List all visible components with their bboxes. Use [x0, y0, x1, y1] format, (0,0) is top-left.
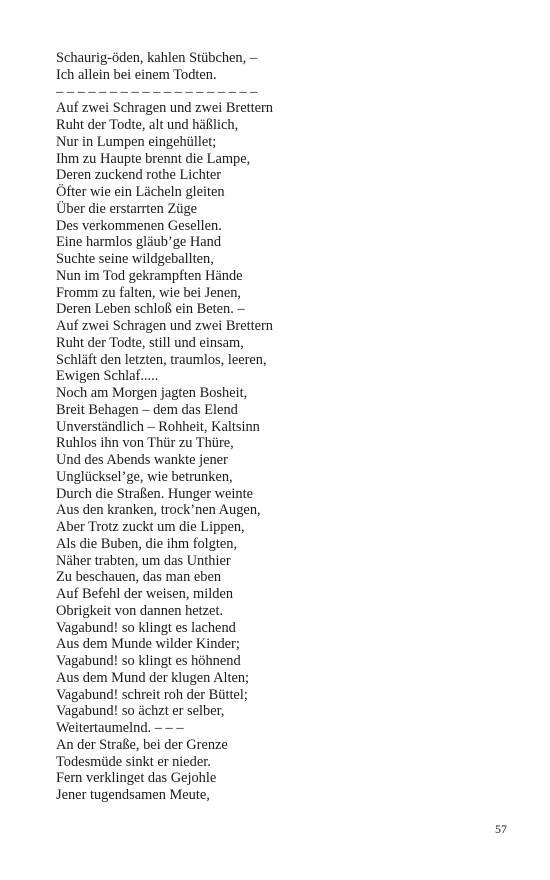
poem-line: Durch die Straßen. Hunger weinte: [56, 485, 254, 502]
poem-line: Breit Behagen – dem das Elend: [56, 401, 238, 418]
poem-line: Als die Buben, die ihm folgten,: [56, 535, 238, 552]
poem-line: Auf zwei Schragen und zwei Brettern: [56, 100, 273, 117]
poem-line: Vagabund! so klingt es lachend: [56, 619, 236, 636]
poem-line: Ewigen Schlaf.....: [56, 368, 159, 385]
poem-line: Vagabund! so klingt es höhnend: [56, 653, 241, 669]
poem-line: Fern verklinget das Gejohle: [56, 770, 217, 787]
poem-line: Ruht der Todte, still und einsam,: [56, 334, 244, 351]
poem-line: Auf zwei Schragen und zwei Brettern: [56, 318, 273, 334]
poem-line: Aber Trotz zuckt um die Lippen,: [56, 519, 245, 535]
poem-line: Eine harmlos gläub’ge Hand: [56, 234, 222, 251]
poem-line: Unverständlich – Rohheit, Kaltsinn: [56, 418, 260, 435]
poem-line: Schläft den letzten, traumlos, leeren,: [56, 351, 267, 368]
poem-line: Nur in Lumpen eingehüllet;: [56, 133, 217, 150]
poem-line: Öfter wie ein Lächeln gleiten: [56, 184, 225, 200]
poem-line: – – – – – – – – – – – – – – – – – – –: [56, 83, 258, 100]
poem-line: Schaurig-öden, kahlen Stübchen, –: [56, 50, 258, 66]
poem-line: Ruht der Todte, alt und häßlich,: [56, 117, 239, 133]
poem-line: Jener tugendsamen Meute,: [56, 787, 210, 803]
poem-line: Zu beschauen, das man eben: [56, 569, 222, 586]
page-number: 57: [495, 822, 507, 836]
poem-line: Näher trabten, um das Unthier: [56, 552, 231, 569]
poem-line: Aus den kranken, trock’nen Augen,: [56, 502, 261, 519]
poem-line: Weitertaumelnd. – – –: [56, 720, 184, 736]
poem-line: Obrigkeit von dannen hetzet.: [56, 602, 224, 619]
poem-line: Ich allein bei einem Todten.: [56, 66, 217, 83]
poem-line: Fromm zu falten, wie bei Jenen,: [56, 284, 242, 301]
poem-line: Ihm zu Haupte brennt die Lampe,: [56, 150, 251, 167]
poem-text: [56, 50, 496, 804]
poem-line: Deren Leben schloß ein Beten. –: [56, 301, 245, 318]
poem-line: Aus dem Mund der klugen Alten;: [56, 669, 250, 686]
poem-line: Über die erstarrten Züge: [56, 200, 198, 217]
poem-line: Vagabund! schreit roh der Büttel;: [56, 686, 248, 703]
poem-line: Ruhlos ihn von Thür zu Thüre,: [56, 435, 234, 452]
poem-line: Des verkommenen Gesellen.: [56, 217, 222, 234]
poem-line: Auf Befehl der weisen, milden: [56, 586, 234, 602]
poem-line: Todesmüde sinkt er nieder.: [56, 753, 211, 770]
poem-line: Deren zuckend rothe Lichter: [56, 167, 222, 184]
poem-line: Aus dem Munde wilder Kinder;: [56, 636, 240, 653]
poem-line: Vagabund! so ächzt er selber,: [56, 703, 225, 720]
poem-line: Noch am Morgen jagten Bosheit,: [56, 385, 248, 401]
poem-line: Suchte seine wildgeballten,: [56, 251, 214, 267]
poem-line: Nun im Tod gekrampften Hände: [56, 267, 243, 284]
poem-line: Unglücksel’ge, wie betrunken,: [56, 468, 233, 485]
poem-line: An der Straße, bei der Grenze: [56, 736, 228, 753]
poem-line: Und des Abends wankte jener: [56, 452, 228, 468]
